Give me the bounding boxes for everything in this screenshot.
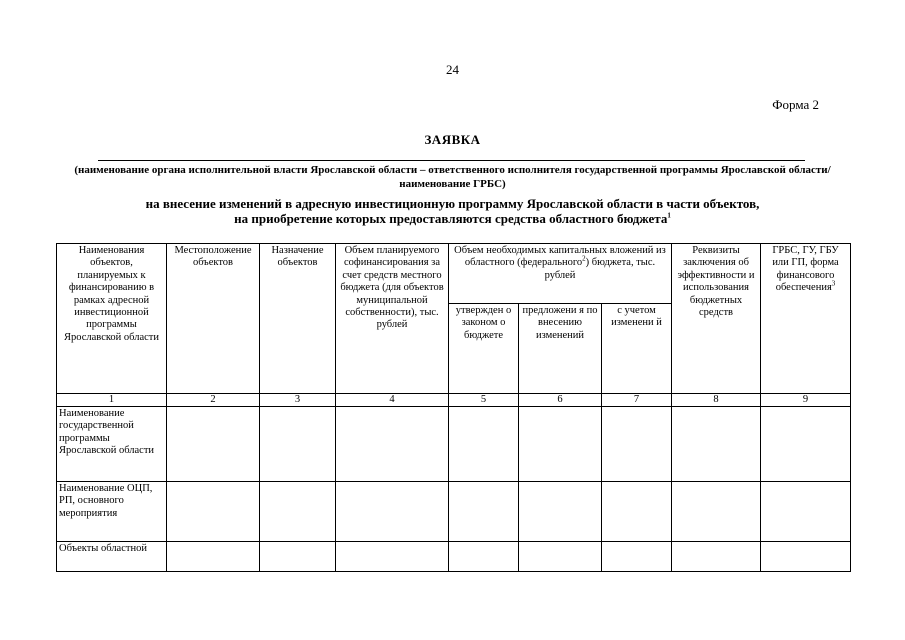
- header-financing-form: [761, 244, 851, 394]
- table-row: [57, 542, 851, 572]
- document-title: ЗАЯВКА: [424, 132, 481, 147]
- subject-heading: [60, 196, 845, 226]
- header-financing-form-text: ГРБС, ГУ, ГБУ или ГП, форма финансового обеспечения: [772, 245, 839, 294]
- table-cell: [519, 482, 602, 542]
- table-row: [57, 407, 851, 482]
- table-cell: [602, 407, 672, 482]
- fill-in-underline: [98, 160, 805, 161]
- table-cell: [167, 542, 260, 572]
- table-cell: [761, 407, 851, 482]
- column-number: 9: [761, 394, 851, 407]
- row-label-program: Наименование государственной программы Ярославской области: [57, 407, 167, 482]
- table-cell: [336, 542, 449, 572]
- header-with-changes: с учетом изменени й: [602, 304, 672, 394]
- row-label-sub-program: Наименование ОЦП, РП, основного мероприятия: [57, 482, 167, 542]
- subject-line-1: на внесение изменений в адресную инвестиционную программу Ярославской области в части объектов,: [145, 196, 760, 211]
- column-number: 5: [449, 394, 519, 407]
- column-number: 2: [167, 394, 260, 407]
- table-cell: [519, 407, 602, 482]
- table-cell: [336, 482, 449, 542]
- column-number: 6: [519, 394, 602, 407]
- table-row: [57, 482, 851, 542]
- header-change-proposals: предложени я по внесению изменений: [519, 304, 602, 394]
- table-cell: [260, 407, 336, 482]
- table-cell: [602, 482, 672, 542]
- table-cell: [449, 542, 519, 572]
- header-efficiency-conclusion: Реквизиты заключения об эффективности и использования бюджетных средств: [672, 244, 761, 394]
- header-local-cofinancing: Объем планируемого софинансирования за счет средств местного бюджета (для объектов муниципальной собственности), тыс. рублей: [336, 244, 449, 394]
- table-cell: [336, 407, 449, 482]
- header-group-footnote: 2: [582, 254, 586, 263]
- table-cell: [449, 482, 519, 542]
- header-capital-investment-group: [449, 244, 672, 304]
- header-group-text-a: Объем необходимых капитальных вложений из областного (федерального: [454, 245, 666, 269]
- table-cell: [672, 407, 761, 482]
- table-cell: [519, 542, 602, 572]
- table-cell: [602, 542, 672, 572]
- org-caption: (наименование органа исполнительной власти Ярославской области – ответственного исполнителя государственной программы Ярославской области/ наименование ГРБС): [74, 164, 831, 190]
- table-cell: [449, 407, 519, 482]
- page-number: 24: [446, 62, 459, 77]
- table-cell: [260, 542, 336, 572]
- column-number: 3: [260, 394, 336, 407]
- header-location: Местоположение объектов: [167, 244, 260, 394]
- column-number: 7: [602, 394, 672, 407]
- subject-footnote-mark: 1: [667, 211, 671, 220]
- column-number: 1: [57, 394, 167, 407]
- table-cell: [167, 407, 260, 482]
- header-purpose: Назначение объектов: [260, 244, 336, 394]
- table-cell: [260, 482, 336, 542]
- column-number-row: [57, 394, 851, 407]
- subject-line-2: на приобретение которых предоставляются средства областного бюджета: [234, 211, 668, 226]
- table-cell: [761, 542, 851, 572]
- request-table: [56, 243, 851, 572]
- form-label: Форма 2: [772, 97, 819, 112]
- header-approved-by-law: утвержден о законом о бюджете: [449, 304, 519, 394]
- table-cell: [672, 482, 761, 542]
- table-cell: [761, 482, 851, 542]
- table-cell: [167, 482, 260, 542]
- column-number: 8: [672, 394, 761, 407]
- header-object-names: Наименования объектов, планируемых к финансированию в рамках адресной инвестиционной программы Ярославской области: [57, 244, 167, 394]
- row-label-regional-objects: Объекты областной: [57, 542, 167, 572]
- table-cell: [672, 542, 761, 572]
- header-group-text-b: ) бюджета, тыс. рублей: [544, 257, 656, 281]
- column-number: 4: [336, 394, 449, 407]
- header-financing-footnote: 3: [831, 279, 836, 288]
